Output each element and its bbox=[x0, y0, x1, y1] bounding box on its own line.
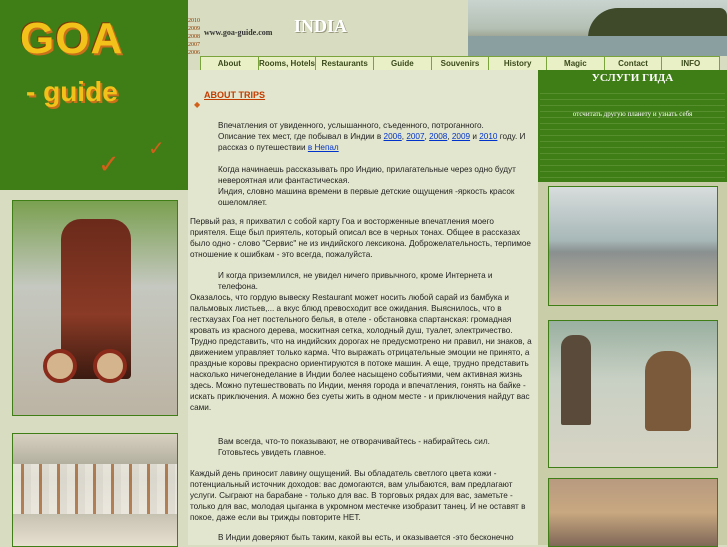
paragraph: В Индии доверяют быть таким, какой вы есть, и оказывается -это бесконечно bbox=[218, 533, 514, 542]
intro-prefix: Описание тех мест, где побывал в Индии в bbox=[218, 132, 382, 141]
crowd-shape bbox=[13, 464, 177, 514]
nav-contact[interactable]: Contact bbox=[605, 57, 663, 71]
services-text-block bbox=[540, 88, 725, 180]
crowd-photo bbox=[12, 433, 178, 547]
paragraph: Оказалось, что гордую вывеску Restaurant может носить любой сарай из бамбука и пальмовых листьев,... а вкус блюд превосходит все ожидания. Выяснилось, что в гестхаузах Гоа нет постельного белья, в отеле - обстановка спартанская: громадная кровать из красного дерева, москитная сетка, холодный душ, туалет, электричество. Трудно представить, что на индийских дорогах не предусмотрено ни правил, ни знаков, а движением управляет только карма. Что выражать отрицательные эмоции не принято, а праздные коровы прекрасно ориентируются в потоке машин. А еще, трудно представить насколько ничегонеделание в Индии более насыщено событиями, чем активная жизнь здесь. Можно путешествовать по Индии, меняя города и впечатления, гонять на байке - искать приключения. А можно без суеты жить в одном месте - и приключения найдут вас сами. bbox=[190, 293, 532, 412]
logo-goa-text: GOA bbox=[20, 14, 124, 63]
paragraph: Первый раз, я прихватил с собой карту Гоа и восторженные впечатления моего приятеля. Еще был приятель, который описал все в черных тонах. Общее в рассказах было одно - слово "Сервис" не из индийского лексикона. Доброжелательность, терпимое отношение к ошибкам - это всегда, пожалуйста. bbox=[190, 217, 531, 259]
year-link[interactable]: 2010 bbox=[188, 18, 200, 24]
nav-restaurants[interactable]: Restaurants bbox=[316, 57, 374, 71]
chariot-photo bbox=[12, 200, 178, 416]
bird-icon: ✓ bbox=[148, 136, 165, 160]
nav-history[interactable]: History bbox=[489, 57, 547, 71]
person-shape bbox=[561, 335, 591, 425]
intro-line bbox=[218, 142, 534, 153]
year-2006-link[interactable]: 2006 bbox=[383, 132, 402, 141]
logo-guide-text: - guide bbox=[26, 76, 118, 107]
year-link[interactable]: 2009 bbox=[188, 26, 200, 32]
paragraph: Каждый день приносит лавину ощущений. Вы обладатель светлого цвета кожи - потенциальный источник доходов: вас домогаются, вам улыбаются, вам предлагают услуги. Сыграют на барабане - только для вас. В торговых рядах для вас, заметьте - только для вас, молодая цыганка в укромном местечке изобразит танец. И не оставят в покое, даже если вы трижды повторите НЕТ. bbox=[190, 469, 526, 522]
wheel-shape bbox=[93, 349, 127, 383]
intro-text bbox=[218, 120, 534, 153]
nav-info[interactable]: INFO bbox=[681, 59, 701, 68]
header-photo bbox=[468, 0, 727, 56]
year-2008-link[interactable]: 2008 bbox=[429, 132, 448, 141]
site-url[interactable]: www.goa-guide.com bbox=[204, 28, 273, 37]
year-2010-link[interactable]: 2010 bbox=[479, 132, 498, 141]
nepal-link[interactable]: в Непал bbox=[307, 143, 339, 152]
year-links[interactable] bbox=[188, 17, 204, 57]
nav-rooms-hotels[interactable]: Rooms, Hotels bbox=[259, 57, 317, 71]
guide-services-box[interactable] bbox=[538, 70, 727, 182]
bird-icon: ✓ bbox=[98, 150, 120, 180]
nav-souvenirs[interactable]: Souvenirs bbox=[432, 57, 490, 71]
year-link[interactable]: 2008 bbox=[188, 34, 200, 40]
paragraph: Вам всегда, что-то показывают, не отворачивайтесь - набирайтесь сил. Готовьтесь увидеть главное. bbox=[218, 437, 490, 457]
bullet-icon: ◆ bbox=[194, 100, 201, 109]
paragraph: Индия, словно машина времени в первые детские ощущения -яркость красок ошеломляет. bbox=[218, 187, 515, 207]
year-link[interactable]: 2007 bbox=[188, 42, 200, 48]
year-2009-link[interactable]: 2009 bbox=[451, 132, 471, 141]
year-link[interactable]: 2006 bbox=[188, 50, 200, 56]
intro-line: Описание тех мест, где побывал в Индии в 2006, 2007, 2008, 2009 и 2010 году. И bbox=[218, 132, 526, 141]
nav-guide[interactable]: Guide bbox=[374, 57, 432, 71]
sunset-photo bbox=[548, 478, 718, 547]
intro-suffix: году. И bbox=[499, 132, 526, 141]
basket-weaver-photo bbox=[548, 320, 718, 468]
intro-line: Впечатления от увиденного, услышанного, съеденного, потроганного. bbox=[218, 121, 484, 130]
services-heading: УСЛУГИ ГИДА bbox=[591, 72, 674, 84]
about-trips-link[interactable]: ABOUT TRIPS bbox=[204, 90, 266, 100]
paragraph: И когда приземлился, не увидел ничего привычного, кроме Интернета и телефона. bbox=[218, 271, 493, 291]
beach-photo bbox=[548, 186, 718, 306]
site-logo[interactable] bbox=[0, 0, 188, 190]
paragraph: Когда начинаешь рассказывать про Индию, прилагательные через одно будут невероятная или фантастическая. bbox=[218, 165, 516, 185]
person-shape bbox=[645, 351, 691, 431]
sea-shape bbox=[468, 36, 727, 56]
wheel-shape bbox=[43, 349, 77, 383]
hill-shape bbox=[588, 8, 727, 38]
nav-magic[interactable]: Magic bbox=[547, 57, 605, 71]
page-title: INDIA bbox=[294, 16, 348, 36]
nav-about[interactable]: About bbox=[201, 57, 259, 71]
year-2007-link[interactable]: 2007 bbox=[406, 132, 425, 141]
services-subheading: отсчитать другую планету и узнать себя bbox=[572, 110, 693, 118]
nepal-prefix: рассказ о путешествии bbox=[218, 143, 306, 152]
